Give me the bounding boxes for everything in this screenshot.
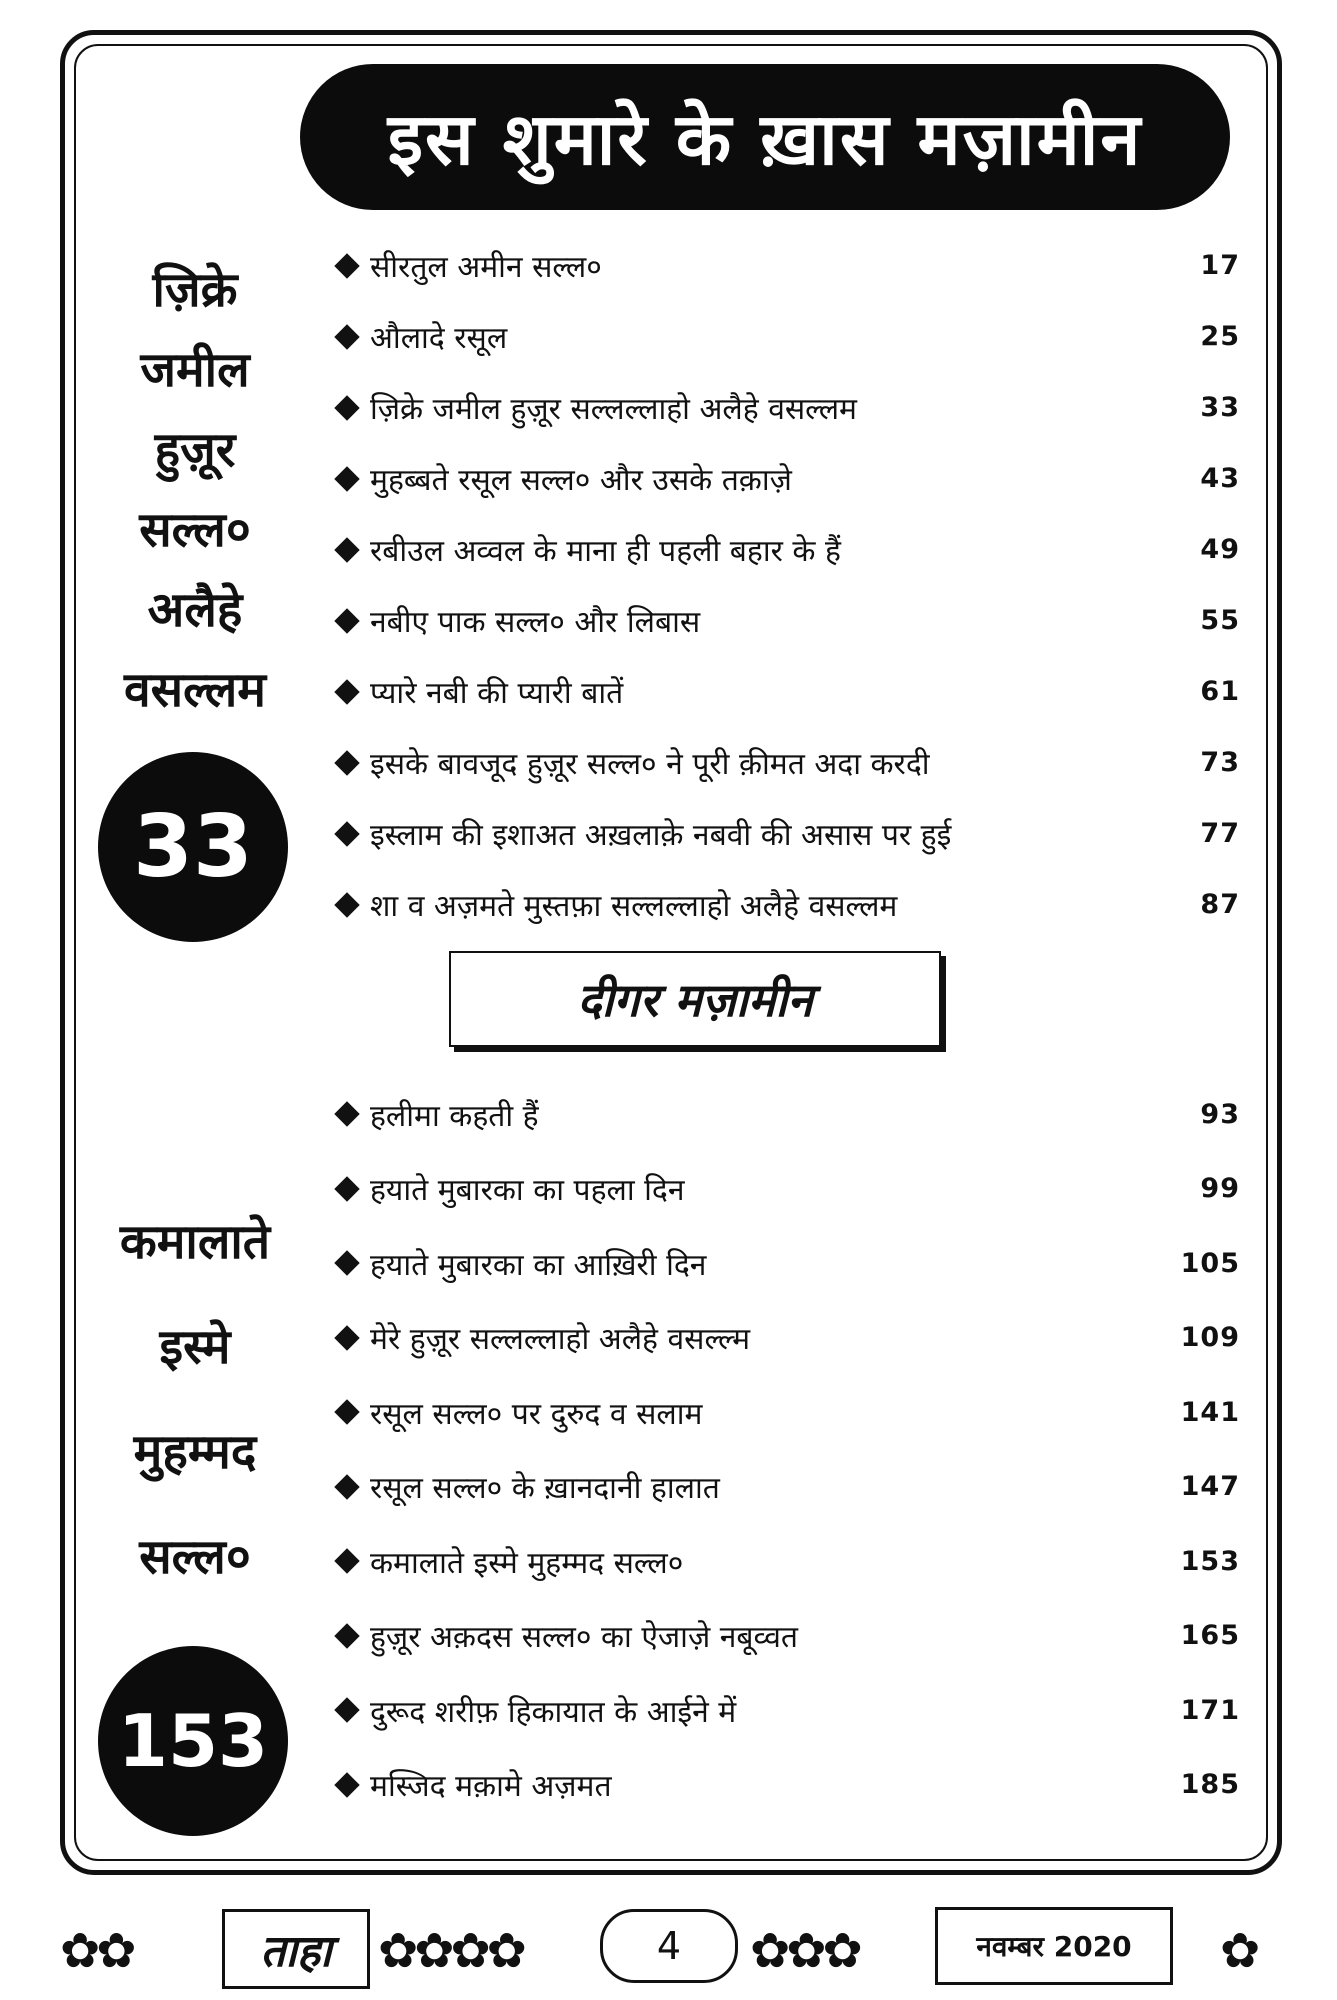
- flower-ornament-icon: ✿✿✿✿: [378, 1923, 523, 1979]
- bullet-diamond-icon: [334, 1102, 359, 1127]
- toc-entry-title: रसूल सल्ल० पर दुरुद व सलाम: [370, 1396, 703, 1432]
- toc-entry-page: 33: [1200, 392, 1240, 423]
- bullet-diamond-icon: [334, 892, 359, 917]
- toc-entry-title: रसूल सल्ल० के ख़ानदानी हालात: [370, 1471, 720, 1507]
- toc-entry[interactable]: [330, 1152, 1240, 1227]
- toc-entry-page: 147: [1180, 1471, 1240, 1503]
- side-label-word: हुज़ूर: [154, 422, 236, 478]
- circle-number: 33: [133, 797, 253, 897]
- toc-entry[interactable]: [330, 1450, 1240, 1525]
- bullet-diamond-icon: [334, 1698, 359, 1723]
- toc-entry-title: इसके बावजूद हुज़ूर सल्ल० ने पूरी क़ीमत अदा करदी: [370, 747, 930, 782]
- toc-entry[interactable]: [330, 372, 1240, 443]
- flower-ornament-icon: ✿✿✿: [750, 1923, 859, 1979]
- side-label-word: कमालाते: [119, 1214, 271, 1270]
- side-label-word: वसल्लम: [123, 662, 267, 718]
- section-divider-title: दीगर मज़ामीन: [577, 973, 813, 1027]
- section-one-side-label: [80, 250, 310, 730]
- bullet-diamond-icon: [334, 466, 359, 491]
- side-label-word: इस्मे: [159, 1319, 231, 1375]
- toc-entry[interactable]: [330, 514, 1240, 585]
- page-number: 4: [656, 1924, 682, 1968]
- bullet-diamond-icon: [334, 1176, 359, 1201]
- bullet-diamond-icon: [334, 1251, 359, 1276]
- page-number-oval: [600, 1909, 738, 1983]
- toc-entry-page: 171: [1180, 1694, 1240, 1726]
- toc-entry-title: हुज़ूर अक़दस सल्ल० का ऐजाज़े नबूव्वत: [370, 1620, 799, 1656]
- toc-entry-title: हलीमा कहती हैं: [370, 1098, 539, 1134]
- bullet-diamond-icon: [334, 679, 359, 704]
- toc-entry-page: 185: [1180, 1769, 1240, 1801]
- toc-entry[interactable]: [330, 1375, 1240, 1450]
- magazine-name: ताहा: [260, 1926, 332, 1977]
- bullet-diamond-icon: [334, 821, 359, 846]
- toc-entry-page: 165: [1180, 1620, 1240, 1652]
- side-label-word: ज़िक्रे: [152, 262, 238, 318]
- bullet-diamond-icon: [334, 1400, 359, 1425]
- toc-entry-title: हयाते मुबारका का पहला दिन: [370, 1173, 685, 1209]
- toc-entry-page: 17: [1200, 250, 1240, 281]
- side-label-word: जमील: [140, 342, 250, 398]
- toc-entry-title: प्यारे नबी की प्यारी बातें: [370, 676, 624, 711]
- section-one-circle-badge: [98, 752, 288, 942]
- toc-entry-title: मुहब्बते रसूल सल्ल० और उसके तक़ाज़े: [370, 463, 792, 498]
- page-title: इस शुमारे के ख़ास मज़ामीन: [387, 97, 1143, 181]
- toc-entry-title: सीरतुल अमीन सल्ल०: [370, 250, 602, 285]
- toc-entry-page: 105: [1180, 1247, 1240, 1279]
- toc-entry-title: दुरूद शरीफ़ हिकायात के आईने में: [370, 1694, 737, 1730]
- toc-entry[interactable]: [330, 798, 1240, 869]
- side-label-word: सल्ल०: [139, 502, 251, 558]
- toc-entry-page: 153: [1180, 1545, 1240, 1577]
- bullet-diamond-icon: [334, 395, 359, 420]
- toc-entry[interactable]: [330, 727, 1240, 798]
- toc-entry-title: मस्जिद मक़ामे अज़मत: [370, 1769, 612, 1805]
- toc-entry-title: कमालाते इस्मे मुहम्मद सल्ल०: [370, 1545, 684, 1581]
- circle-number: 153: [117, 1699, 269, 1783]
- bullet-diamond-icon: [334, 1325, 359, 1350]
- toc-entry-title: रबीउल अव्वल के माना ही पहली बहार के हैं: [370, 534, 841, 569]
- toc-entry-page: 55: [1200, 605, 1240, 636]
- toc-entry-title: ज़िक्रे जमील हुज़ूर सल्लल्लाहो अलैहे वसल्लम: [370, 392, 857, 427]
- side-label-word: मुहम्मद: [133, 1424, 257, 1480]
- toc-entry[interactable]: [330, 869, 1240, 940]
- toc-entry[interactable]: [330, 1226, 1240, 1301]
- toc-entry-page: 43: [1200, 463, 1240, 494]
- toc-entry[interactable]: [330, 1748, 1240, 1823]
- toc-entry[interactable]: [330, 1077, 1240, 1152]
- toc-entry[interactable]: [330, 1301, 1240, 1376]
- toc-entry-page: 73: [1200, 747, 1240, 778]
- toc-entry[interactable]: [330, 443, 1240, 514]
- section-two-circle-badge: [98, 1646, 288, 1836]
- side-label-word: अलैहे: [147, 582, 243, 638]
- bullet-diamond-icon: [334, 1474, 359, 1499]
- bullet-diamond-icon: [334, 750, 359, 775]
- page-footer: [60, 1905, 1280, 1985]
- toc-entry-title: हयाते मुबारका का आख़िरी दिन: [370, 1247, 707, 1283]
- toc-entry-title: मेरे हुज़ूर सल्लल्लाहो अलैहे वसल्ल्म: [370, 1322, 751, 1358]
- bullet-diamond-icon: [334, 1772, 359, 1797]
- toc-entry-page: 99: [1200, 1173, 1240, 1205]
- header-banner: [300, 64, 1230, 210]
- toc-entry[interactable]: [330, 1524, 1240, 1599]
- bullet-diamond-icon: [334, 324, 359, 349]
- bullet-diamond-icon: [334, 537, 359, 562]
- toc-entry[interactable]: [330, 585, 1240, 656]
- toc-entry-page: 87: [1200, 889, 1240, 920]
- toc-entry[interactable]: [330, 1599, 1240, 1674]
- side-label-word: सल्ल०: [139, 1529, 251, 1585]
- magazine-name-box: [222, 1909, 370, 1989]
- toc-entry[interactable]: [330, 1673, 1240, 1748]
- toc-entry[interactable]: [330, 656, 1240, 727]
- toc-entry-page: 77: [1200, 818, 1240, 849]
- toc-entry-page: 25: [1200, 321, 1240, 352]
- section-two-side-label: [80, 1190, 310, 1585]
- toc-entry-title: इस्लाम की इशाअत अख़लाक़े नबवी की असास पर हुई: [370, 818, 952, 853]
- section-two-toc: [330, 1077, 1240, 1822]
- issue-date-box: [935, 1907, 1173, 1985]
- toc-entry-page: 109: [1180, 1322, 1240, 1354]
- flower-ornament-icon: ✿: [1220, 1923, 1257, 1979]
- issue-date: नवम्बर 2020: [976, 1930, 1132, 1963]
- toc-entry[interactable]: [330, 301, 1240, 372]
- flower-ornament-icon: ✿✿: [60, 1923, 133, 1979]
- toc-entry-title: नबीए पाक सल्ल० और लिबास: [370, 605, 701, 640]
- section-one-toc: [330, 230, 1240, 940]
- toc-entry[interactable]: [330, 230, 1240, 301]
- toc-entry-title: शा व अज़मते मुस्तफ़ा सल्लल्लाहो अलैहे वसल्लम: [370, 889, 898, 924]
- bullet-diamond-icon: [334, 1549, 359, 1574]
- toc-entry-title: औलादे रसूल: [370, 321, 508, 356]
- toc-entry-page: 49: [1200, 534, 1240, 565]
- section-divider-box: [449, 951, 941, 1047]
- toc-entry-page: 61: [1200, 676, 1240, 707]
- bullet-diamond-icon: [334, 253, 359, 278]
- toc-entry-page: 93: [1200, 1098, 1240, 1130]
- bullet-diamond-icon: [334, 608, 359, 633]
- bullet-diamond-icon: [334, 1623, 359, 1648]
- toc-entry-page: 141: [1180, 1396, 1240, 1428]
